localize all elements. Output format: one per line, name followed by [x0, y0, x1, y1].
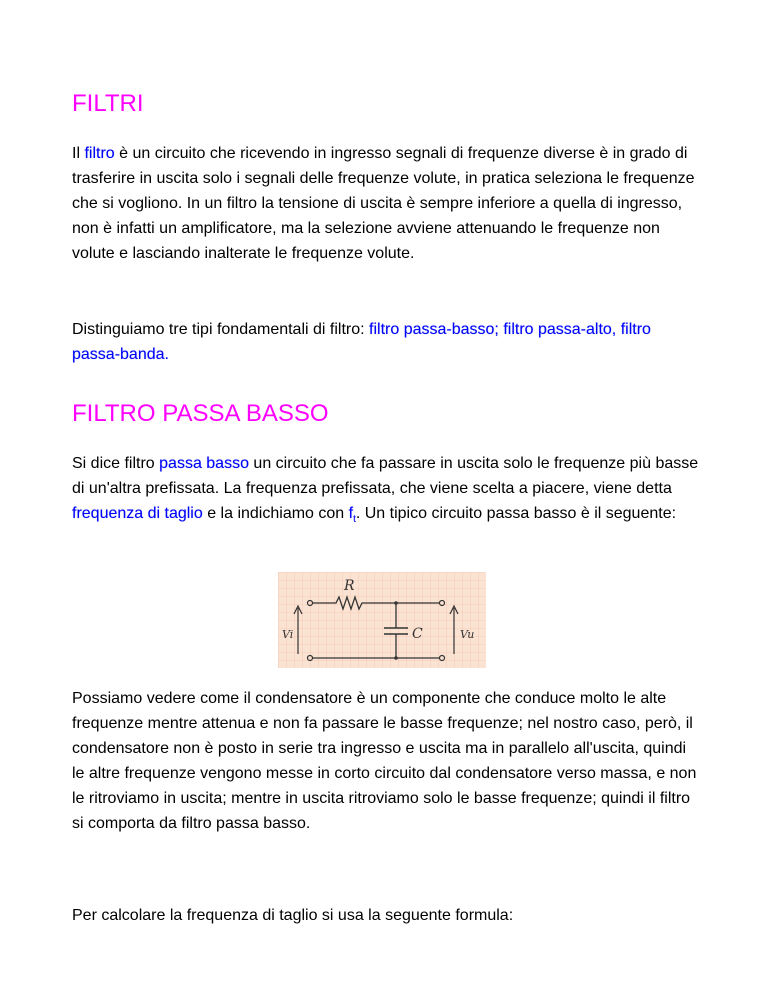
intro-text-b: è un circuito che ricevendo in ingresso segnali di frequenze diverse è in grado di trasferire in uscita solo i segnali delle frequenze volute, in pratica seleziona le frequenze che si vogliono. In un filtro la tensione di uscita è sempre inferiore a quella di ingresso, non è infatti un amplificatore, ma la selezione avviene attenuando le frequenze non volute e lasciando inalterate le frequenze volute. [72, 145, 695, 262]
passa-basso-link[interactable]: passa basso [159, 455, 249, 472]
resistor-label: R [344, 578, 355, 594]
filter-types-paragraph [72, 317, 702, 367]
output-voltage-label: Vu [460, 628, 475, 641]
filter-types-link[interactable]: filtro passa-basso; filtro passa-alto, filtro passa-banda. [72, 321, 651, 363]
capacitor-label: C [412, 626, 423, 642]
lowpass-text-a: Si dice filtro [72, 455, 160, 472]
explanation-paragraph: Possiamo vedere come il condensatore è un componente che conduce molto le alte frequenze mentre attenua e non fa passare le basse frequenze; nel nostro caso, però, il condensatore non è posto in serie tra ingresso e uscita ma in parallelo all'uscita, quindi le altre frequenze vengono messe in corto circuito dal condensatore verso massa, e non le ritroviamo in uscita; mentre in uscita ritroviamo solo le basse frequenze; quindi il filtro si comporta da filtro passa basso. [72, 690, 697, 832]
lowpass-paragraph [72, 451, 702, 532]
page-title: FILTRI [72, 90, 144, 117]
lowpass-text-d: . Un tipico circuito passa basso è il seguente: [355, 505, 677, 522]
lowpass-text-c: e la indichiamo con [202, 505, 349, 522]
filtro-link[interactable]: filtro [84, 145, 115, 162]
section-title: FILTRO PASSA BASSO [72, 400, 329, 427]
ft-symbol: $f_t$ [348, 505, 356, 526]
input-voltage-label: Vi [282, 628, 294, 641]
circuit-grid [278, 572, 486, 668]
lowpass-circuit-diagram [278, 572, 486, 668]
intro-text-a: Il [72, 145, 85, 162]
frequenza-di-taglio-link[interactable]: frequenza di taglio [72, 505, 203, 522]
types-text: Distinguiamo tre tipi fondamentali di filtro: [72, 321, 370, 338]
intro-paragraph [72, 141, 702, 266]
lowpass-text-b: un circuito che fa passare in uscita solo le frequenze più basse di un'altra prefissata. La frequenza prefissata, che viene scelta a piacere, viene detta [72, 455, 699, 497]
formula-intro-paragraph: Per calcolare la frequenza di taglio si usa la seguente formula: [72, 907, 514, 924]
